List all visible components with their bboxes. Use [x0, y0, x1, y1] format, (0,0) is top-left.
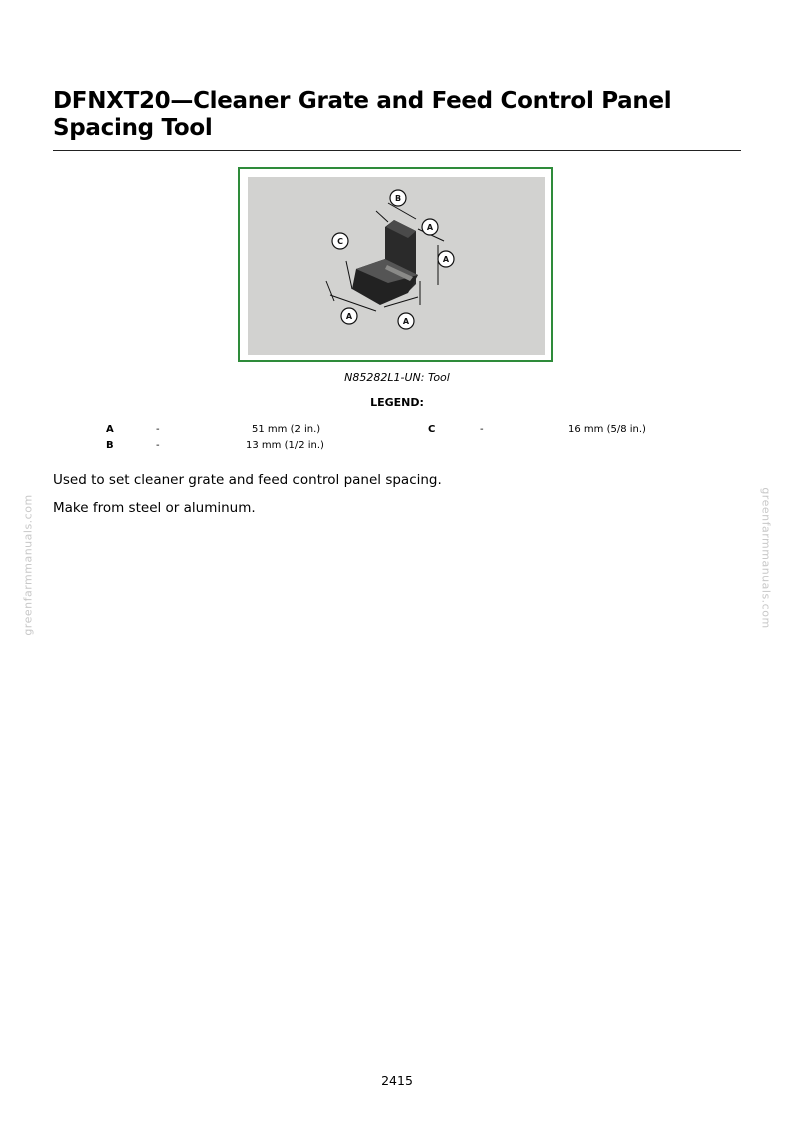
legend-key-b: B: [106, 440, 114, 451]
title-divider: [53, 150, 741, 151]
legend-key-a: A: [106, 424, 114, 435]
watermark-left: greenfarmmanuals.com: [21, 494, 35, 636]
callout-label: A: [402, 317, 410, 326]
material-paragraph: Make from steel or aluminum.: [53, 500, 256, 516]
figure-caption: N85282L1-UN: Tool: [344, 371, 450, 384]
callout-label: C: [337, 237, 343, 246]
tool-figure: [238, 167, 553, 362]
callout-label: A: [426, 223, 434, 232]
legend-dash: -: [156, 440, 160, 451]
usage-paragraph: Used to set cleaner grate and feed control panel spacing.: [53, 472, 442, 488]
legend-title: LEGEND:: [370, 396, 424, 409]
legend-dash: -: [480, 424, 484, 435]
legend-key-c: C: [428, 424, 436, 435]
legend-value-c: 16 mm (5/8 in.): [568, 424, 646, 435]
legend-dash: -: [156, 424, 160, 435]
callout-label: A: [442, 255, 450, 264]
legend-value-b: 13 mm (1/2 in.): [246, 440, 324, 451]
page-number: 2415: [381, 1073, 413, 1088]
page-title: DFNXT20—Cleaner Grate and Feed Control Panel Spacing Tool: [53, 88, 672, 141]
callout-label: B: [394, 194, 402, 203]
callout-label: A: [345, 312, 353, 321]
watermark-right: greenfarmmanuals.com: [759, 487, 773, 629]
legend-value-a: 51 mm (2 in.): [252, 424, 321, 435]
tool-illustration: [248, 177, 545, 355]
